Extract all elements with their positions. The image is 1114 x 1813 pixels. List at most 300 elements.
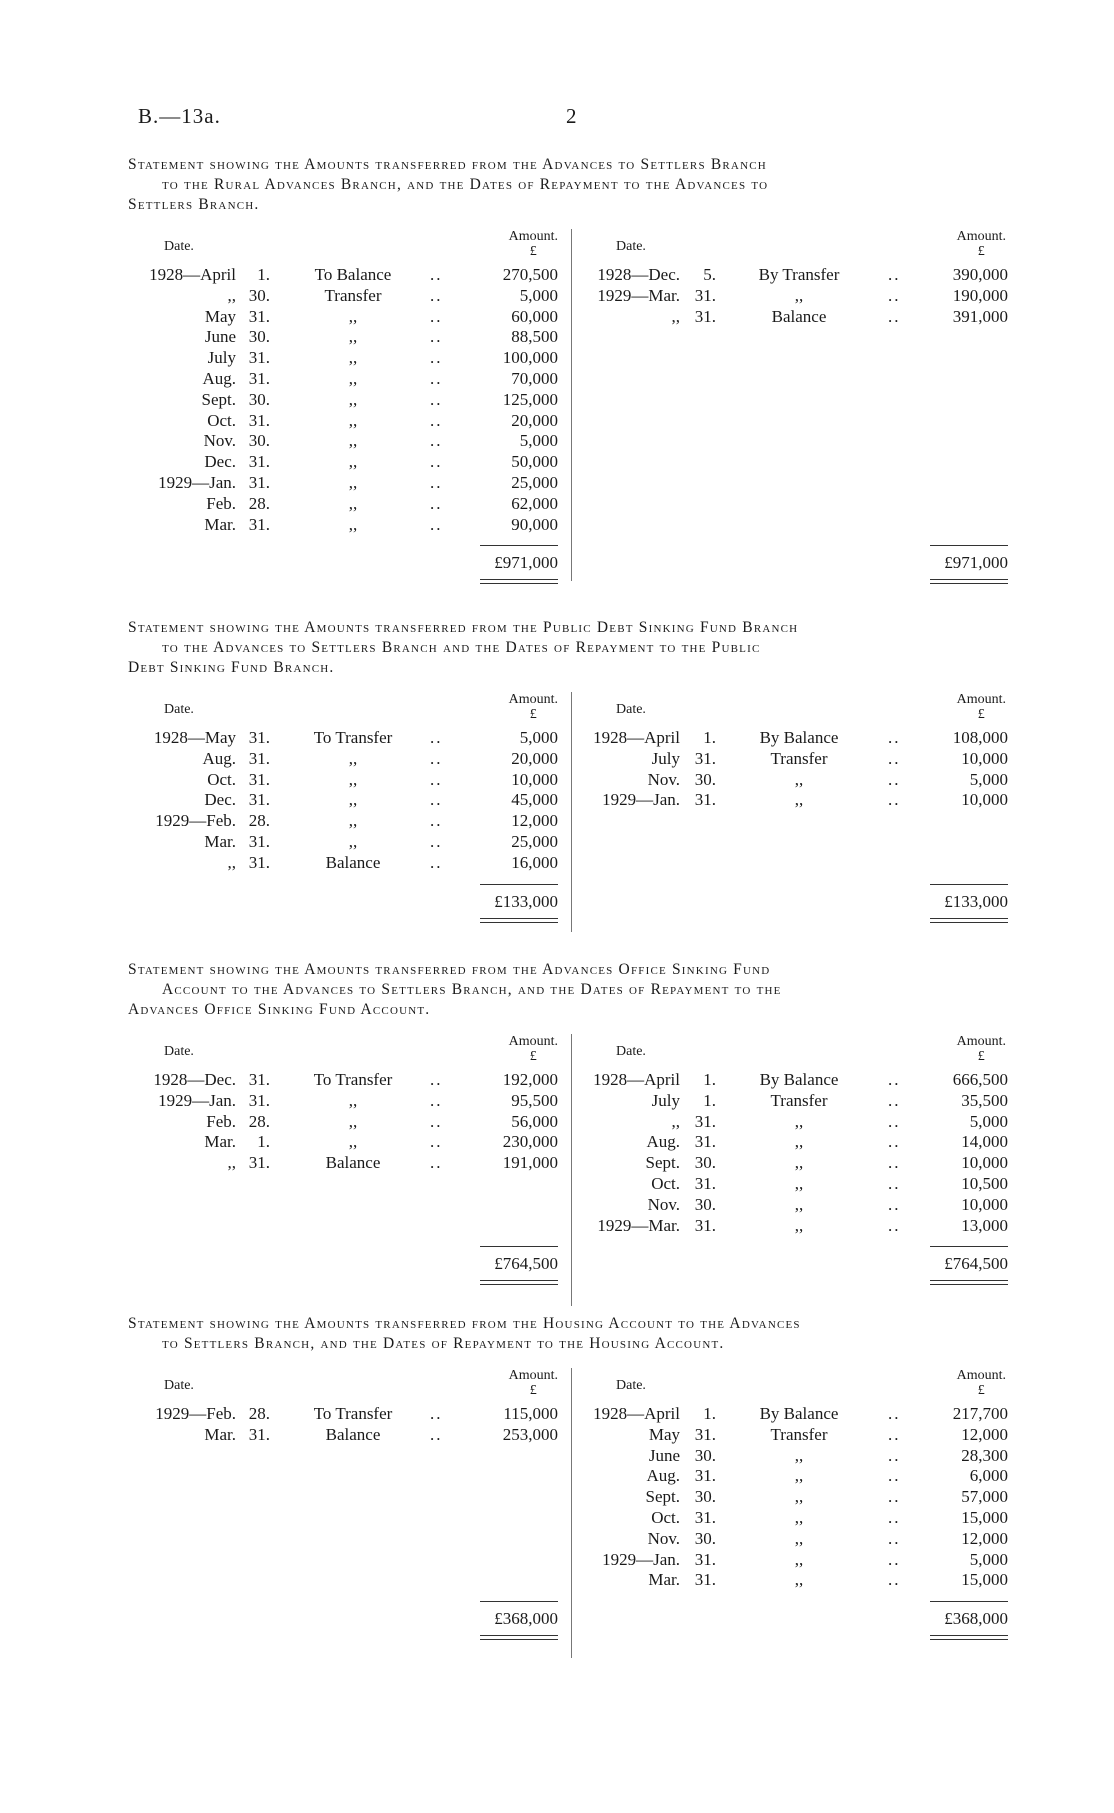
entry-particulars: ,, (794, 1153, 804, 1173)
entry-day: 31. (248, 452, 270, 472)
currency-symbol: £ (977, 707, 985, 722)
ledger-row (128, 369, 568, 390)
entry-particulars: ,, (348, 831, 358, 851)
entry-particulars: ,, (348, 431, 358, 451)
ledger-row (128, 348, 568, 369)
entry-date: 1928—April (593, 1070, 680, 1089)
ledger-row (128, 431, 568, 452)
ledger-row (128, 452, 568, 473)
amount-column-header (509, 229, 558, 259)
total-double-rule (480, 918, 558, 923)
total-amount: £368,000 (944, 1609, 1008, 1629)
ledger-rows (128, 265, 568, 535)
entry-particulars: ,, (794, 1507, 804, 1527)
leader-dots: .. (888, 1215, 901, 1235)
column-divider (571, 1034, 572, 1306)
ledger-row (128, 728, 568, 749)
leader-dots: .. (888, 1570, 901, 1590)
statement (128, 155, 1008, 581)
amount-label: Amount. (956, 692, 1006, 707)
leader-dots: .. (430, 1070, 443, 1089)
entry-date: ,, (227, 285, 236, 305)
leader-dots: .. (888, 1070, 901, 1089)
ledger-rows (576, 1070, 1008, 1236)
date-column-header: Date. (616, 1378, 646, 1393)
entry-day: 31. (248, 1153, 270, 1173)
entry-date: May (204, 306, 236, 326)
total-double-rule (480, 1635, 558, 1640)
column-headers (128, 1034, 568, 1070)
total-amount: £971,000 (944, 553, 1008, 573)
leader-dots: .. (430, 265, 443, 284)
entry-day: 31. (694, 1173, 716, 1193)
entry-date: Sept. (645, 1487, 680, 1507)
entry-amount: 125,000 (502, 389, 558, 409)
leader-dots: .. (430, 831, 443, 851)
ledger-table (128, 1368, 1008, 1658)
entry-particulars: ,, (794, 1466, 804, 1486)
ledger-row (128, 770, 568, 791)
ledger-row (128, 832, 568, 853)
entry-date: Aug. (646, 1466, 680, 1486)
total-double-rule (930, 579, 1008, 584)
statement-title (128, 618, 1008, 678)
entry-amount: 10,000 (961, 748, 1008, 768)
title-line: Statement showing the Amounts transferred from the Advances Office Sinking Fund (128, 961, 771, 978)
leader-dots: .. (430, 493, 443, 513)
entry-amount: 25,000 (511, 831, 558, 851)
leader-dots: .. (888, 1153, 901, 1173)
entry-amount: 10,000 (511, 769, 558, 789)
title-line: to the Rural Advances Branch, and the Dates of Repayment to the Advances to (162, 176, 769, 193)
credit-side (576, 692, 1008, 911)
entry-amount: 253,000 (502, 1424, 558, 1444)
leader-dots: .. (888, 1173, 901, 1193)
currency-symbol: £ (977, 1383, 985, 1398)
entry-date: June (204, 327, 236, 347)
leader-dots: .. (888, 1507, 901, 1527)
date-column-header: Date. (616, 1044, 646, 1059)
entry-particulars: ,, (348, 410, 358, 430)
entry-date: Nov. (647, 769, 680, 789)
ledger-row (576, 286, 1008, 307)
amount-column-header (509, 1368, 558, 1398)
entry-particulars: ,, (348, 348, 358, 368)
entry-amount: 5,000 (519, 431, 558, 451)
entry-date: Feb. (206, 1111, 236, 1131)
entry-day: 31. (248, 790, 270, 810)
entry-particulars: Balance (325, 852, 381, 872)
entry-day: 31. (694, 285, 716, 305)
column-headers (128, 229, 568, 265)
entry-day: 31. (248, 1090, 270, 1110)
ledger-row (576, 728, 1008, 749)
total-rule (480, 884, 558, 885)
entry-particulars: ,, (348, 493, 358, 513)
entry-day: 31. (248, 368, 270, 388)
entry-particulars: ,, (794, 1215, 804, 1235)
ledger-row (128, 749, 568, 770)
entry-date: Feb. (206, 493, 236, 513)
currency-symbol: £ (977, 1049, 985, 1064)
entry-date: Nov. (647, 1194, 680, 1214)
entry-date: Dec. (204, 452, 236, 472)
entry-day: 30. (248, 389, 270, 409)
entry-amount: 60,000 (511, 306, 558, 326)
ledger-row (576, 1216, 1008, 1237)
total-rule (930, 1601, 1008, 1602)
entry-amount: 70,000 (511, 368, 558, 388)
ledger-row (128, 1091, 568, 1112)
entry-date: ,, (671, 306, 680, 326)
entry-amount: 13,000 (961, 1215, 1008, 1235)
column-headers (576, 1034, 1008, 1070)
entry-date: Aug. (646, 1132, 680, 1152)
amount-label: Amount. (956, 1034, 1006, 1049)
leader-dots: .. (888, 1445, 901, 1465)
entry-day: 31. (694, 1424, 716, 1444)
entry-particulars: ,, (348, 472, 358, 492)
debit-side (128, 692, 568, 911)
entry-particulars: ,, (794, 1194, 804, 1214)
entry-day: 31. (694, 1549, 716, 1569)
entry-amount: 6,000 (969, 1466, 1008, 1486)
debit-side (128, 1034, 568, 1274)
entry-amount: 12,000 (961, 1424, 1008, 1444)
entry-particulars: Transfer (770, 1424, 828, 1444)
credit-side (576, 229, 1008, 573)
entry-particulars: ,, (794, 1549, 804, 1569)
ledger-row (576, 1174, 1008, 1195)
entry-particulars: ,, (348, 514, 358, 534)
title-line: to Settlers Branch, and the Dates of Repayment to the Housing Account. (162, 1335, 725, 1352)
total-double-rule (480, 579, 558, 584)
entry-amount: 391,000 (952, 306, 1008, 326)
ledger-rows (128, 1404, 568, 1446)
leader-dots: .. (430, 1111, 443, 1131)
entry-day: 1. (703, 728, 716, 747)
entry-date: ,, (227, 1153, 236, 1173)
total-rule (480, 1246, 558, 1247)
total-rule (480, 1601, 558, 1602)
ledger-row (128, 811, 568, 832)
amount-column-header (957, 1034, 1006, 1064)
entry-particulars: ,, (348, 452, 358, 472)
entry-amount: 10,000 (961, 790, 1008, 810)
ledger-row (128, 515, 568, 536)
ledger-row (576, 1487, 1008, 1508)
entry-particulars: ,, (348, 1090, 358, 1110)
leader-dots: .. (430, 811, 443, 831)
entry-particulars: ,, (794, 1111, 804, 1131)
ledger-rows (576, 728, 1008, 811)
ledger-table (128, 1034, 1008, 1306)
debit-side (128, 229, 568, 573)
ledger-row (128, 1404, 568, 1425)
entry-particulars: ,, (348, 811, 358, 831)
ledger-row (576, 1425, 1008, 1446)
ledger-row (128, 494, 568, 515)
entry-day: 30. (694, 769, 716, 789)
leader-dots: .. (888, 769, 901, 789)
leader-dots: .. (888, 285, 901, 305)
entry-date: Oct. (207, 410, 236, 430)
entry-particulars: ,, (348, 790, 358, 810)
ledger-row (576, 1508, 1008, 1529)
entry-particulars: ,, (348, 769, 358, 789)
entry-day: 31. (248, 1070, 270, 1089)
ledger-row (576, 1112, 1008, 1133)
entry-date: Oct. (651, 1507, 680, 1527)
entry-date: 1929—Jan. (602, 790, 680, 810)
amount-column-header (957, 1368, 1006, 1398)
statement-title (128, 1314, 1008, 1354)
entry-particulars: ,, (794, 1173, 804, 1193)
ledger-row (576, 1550, 1008, 1571)
entry-amount: 115,000 (503, 1404, 558, 1423)
entry-date: 1928—May (153, 728, 236, 747)
entry-particulars: Balance (325, 1153, 381, 1173)
entry-day: 31. (248, 769, 270, 789)
ledger-row (128, 286, 568, 307)
leader-dots: .. (430, 1090, 443, 1110)
ledger-row (576, 1091, 1008, 1112)
entry-amount: 10,500 (961, 1173, 1008, 1193)
entry-particulars: To Transfer (313, 728, 393, 747)
entry-day: 30. (694, 1487, 716, 1507)
total-rule (930, 1246, 1008, 1247)
entry-amount: 62,000 (511, 493, 558, 513)
entry-particulars: ,, (794, 285, 804, 305)
entry-particulars: ,, (794, 1570, 804, 1590)
column-headers (576, 1368, 1008, 1404)
entry-date: 1929—Jan. (158, 1090, 236, 1110)
total-amount: £971,000 (494, 553, 558, 573)
entry-particulars: By Balance (759, 1404, 839, 1423)
total-double-rule (930, 1635, 1008, 1640)
entry-date: Mar. (204, 1132, 236, 1152)
debit-side (128, 1368, 568, 1629)
ledger-rows (576, 1404, 1008, 1591)
leader-dots: .. (888, 1404, 901, 1423)
entry-day: 28. (248, 811, 270, 831)
ledger-table (128, 692, 1008, 932)
amount-label: Amount. (508, 229, 558, 244)
entry-day: 31. (694, 1507, 716, 1527)
entry-particulars: ,, (794, 1132, 804, 1152)
entry-day: 30. (694, 1153, 716, 1173)
entry-date: 1928—April (149, 265, 236, 284)
entry-amount: 390,000 (952, 265, 1008, 284)
total-amount: £133,000 (944, 891, 1008, 911)
title-line: Debt Sinking Fund Branch. (128, 659, 335, 676)
entry-date: ,, (671, 1111, 680, 1131)
entry-day: 1. (703, 1070, 716, 1089)
entry-day: 31. (694, 748, 716, 768)
entry-amount: 108,000 (952, 728, 1008, 747)
currency-symbol: £ (977, 244, 985, 259)
entry-particulars: ,, (348, 368, 358, 388)
leader-dots: .. (888, 1549, 901, 1569)
entry-date: July (651, 1090, 680, 1110)
ledger-table (128, 229, 1008, 581)
leader-dots: .. (430, 327, 443, 347)
amount-column-header (509, 692, 558, 722)
entry-day: 1. (257, 265, 270, 284)
leader-dots: .. (888, 265, 901, 284)
entry-amount: 14,000 (961, 1132, 1008, 1152)
entry-amount: 666,500 (952, 1070, 1008, 1089)
total-rule (930, 884, 1008, 885)
ledger-row (128, 1070, 568, 1091)
total-double-rule (480, 1280, 558, 1285)
entry-particulars: To Transfer (313, 1070, 393, 1089)
entry-amount: 95,500 (511, 1090, 558, 1110)
leader-dots: .. (430, 472, 443, 492)
ledger-row (128, 307, 568, 328)
entry-date: Mar. (204, 831, 236, 851)
entry-particulars: ,, (348, 389, 358, 409)
entry-day: 28. (248, 493, 270, 513)
entry-date: Aug. (202, 368, 236, 388)
leader-dots: .. (888, 748, 901, 768)
currency-symbol: £ (529, 1049, 537, 1064)
entry-date: Nov. (647, 1528, 680, 1548)
entry-amount: 192,000 (502, 1070, 558, 1089)
entry-date: 1929—Jan. (602, 1549, 680, 1569)
leader-dots: .. (430, 790, 443, 810)
entry-date: Oct. (651, 1173, 680, 1193)
entry-date: 1929—Jan. (158, 472, 236, 492)
amount-column-header (957, 692, 1006, 722)
amount-label: Amount. (956, 229, 1006, 244)
document-reference: B.—13a. (138, 104, 221, 128)
entry-amount: 5,000 (519, 728, 558, 747)
entry-amount: 20,000 (511, 410, 558, 430)
entry-day: 5. (703, 265, 716, 284)
ledger-row (128, 327, 568, 348)
entry-day: 28. (248, 1404, 270, 1423)
entry-particulars: Transfer (324, 285, 382, 305)
ledger-row (128, 790, 568, 811)
entry-particulars: ,, (348, 306, 358, 326)
ledger-row (576, 1446, 1008, 1467)
leader-dots: .. (430, 514, 443, 534)
statement (128, 960, 1008, 1306)
leader-dots: .. (430, 452, 443, 472)
column-headers (128, 692, 568, 728)
leader-dots: .. (888, 1528, 901, 1548)
entry-particulars: To Balance (314, 265, 392, 284)
entry-amount: 10,000 (961, 1153, 1008, 1173)
entry-amount: 10,000 (961, 1194, 1008, 1214)
entry-day: 31. (248, 514, 270, 534)
column-headers (576, 229, 1008, 265)
date-column-header: Date. (164, 1378, 194, 1393)
ledger-row (128, 473, 568, 494)
entry-particulars: ,, (348, 748, 358, 768)
statement (128, 1314, 1008, 1658)
currency-symbol: £ (529, 1383, 537, 1398)
column-headers (128, 1368, 568, 1404)
entry-particulars: By Balance (759, 728, 839, 747)
entry-amount: 217,700 (952, 1404, 1008, 1423)
entry-particulars: ,, (794, 790, 804, 810)
total-amount: £133,000 (494, 891, 558, 911)
entry-date: June (648, 1445, 680, 1465)
entry-day: 31. (248, 852, 270, 872)
entry-day: 1. (703, 1404, 716, 1423)
ledger-row (576, 307, 1008, 328)
leader-dots: .. (888, 306, 901, 326)
entry-date: Mar. (648, 1570, 680, 1590)
entry-amount: 15,000 (961, 1570, 1008, 1590)
ledger-row (576, 1132, 1008, 1153)
entry-date: 1929—Mar. (597, 1215, 680, 1235)
leader-dots: .. (430, 1132, 443, 1152)
entry-amount: 20,000 (511, 748, 558, 768)
entry-amount: 191,000 (502, 1153, 558, 1173)
ledger-row (128, 1112, 568, 1133)
entry-date: Sept. (645, 1153, 680, 1173)
entry-day: 31. (248, 748, 270, 768)
total-amount: £764,500 (944, 1254, 1008, 1274)
entry-particulars: Balance (771, 306, 827, 326)
entry-particulars: Balance (325, 1424, 381, 1444)
entry-date: 1929—Mar. (597, 285, 680, 305)
entry-day: 31. (248, 472, 270, 492)
leader-dots: .. (888, 728, 901, 747)
title-line: to the Advances to Settlers Branch and the Dates of Repayment to the Public (162, 639, 761, 656)
entry-day: 30. (248, 285, 270, 305)
entry-particulars: Transfer (770, 1090, 828, 1110)
entry-date: Oct. (207, 769, 236, 789)
entry-date: Sept. (201, 389, 236, 409)
entry-particulars: ,, (348, 327, 358, 347)
ledger-row (576, 1570, 1008, 1591)
ledger-row (576, 1529, 1008, 1550)
amount-label: Amount. (508, 1034, 558, 1049)
entry-amount: 45,000 (511, 790, 558, 810)
entry-particulars: ,, (794, 1487, 804, 1507)
entry-day: 31. (248, 410, 270, 430)
leader-dots: .. (430, 410, 443, 430)
leader-dots: .. (888, 1424, 901, 1444)
leader-dots: .. (430, 389, 443, 409)
entry-day: 31. (248, 306, 270, 326)
statement-title (128, 155, 1008, 215)
entry-day: 30. (694, 1445, 716, 1465)
entry-date: 1928—Dec. (597, 265, 680, 284)
entry-amount: 57,000 (961, 1487, 1008, 1507)
title-line: Statement showing the Amounts transferred from the Public Debt Sinking Fund Branch (128, 619, 799, 636)
entry-date: Dec. (204, 790, 236, 810)
leader-dots: .. (430, 306, 443, 326)
entry-particulars: To Transfer (313, 1404, 393, 1423)
amount-column-header (957, 229, 1006, 259)
entry-amount: 230,000 (502, 1132, 558, 1152)
amount-label: Amount. (508, 692, 558, 707)
ledger-row (576, 1070, 1008, 1091)
entry-date: Nov. (203, 431, 236, 451)
credit-side (576, 1368, 1008, 1629)
entry-amount: 100,000 (502, 348, 558, 368)
title-line: Account to the Advances to Settlers Branch, and the Dates of Repayment to the (162, 981, 782, 998)
statement (128, 618, 1008, 932)
entry-day: 31. (248, 1424, 270, 1444)
entry-amount: 50,000 (511, 452, 558, 472)
ledger-row (576, 1153, 1008, 1174)
